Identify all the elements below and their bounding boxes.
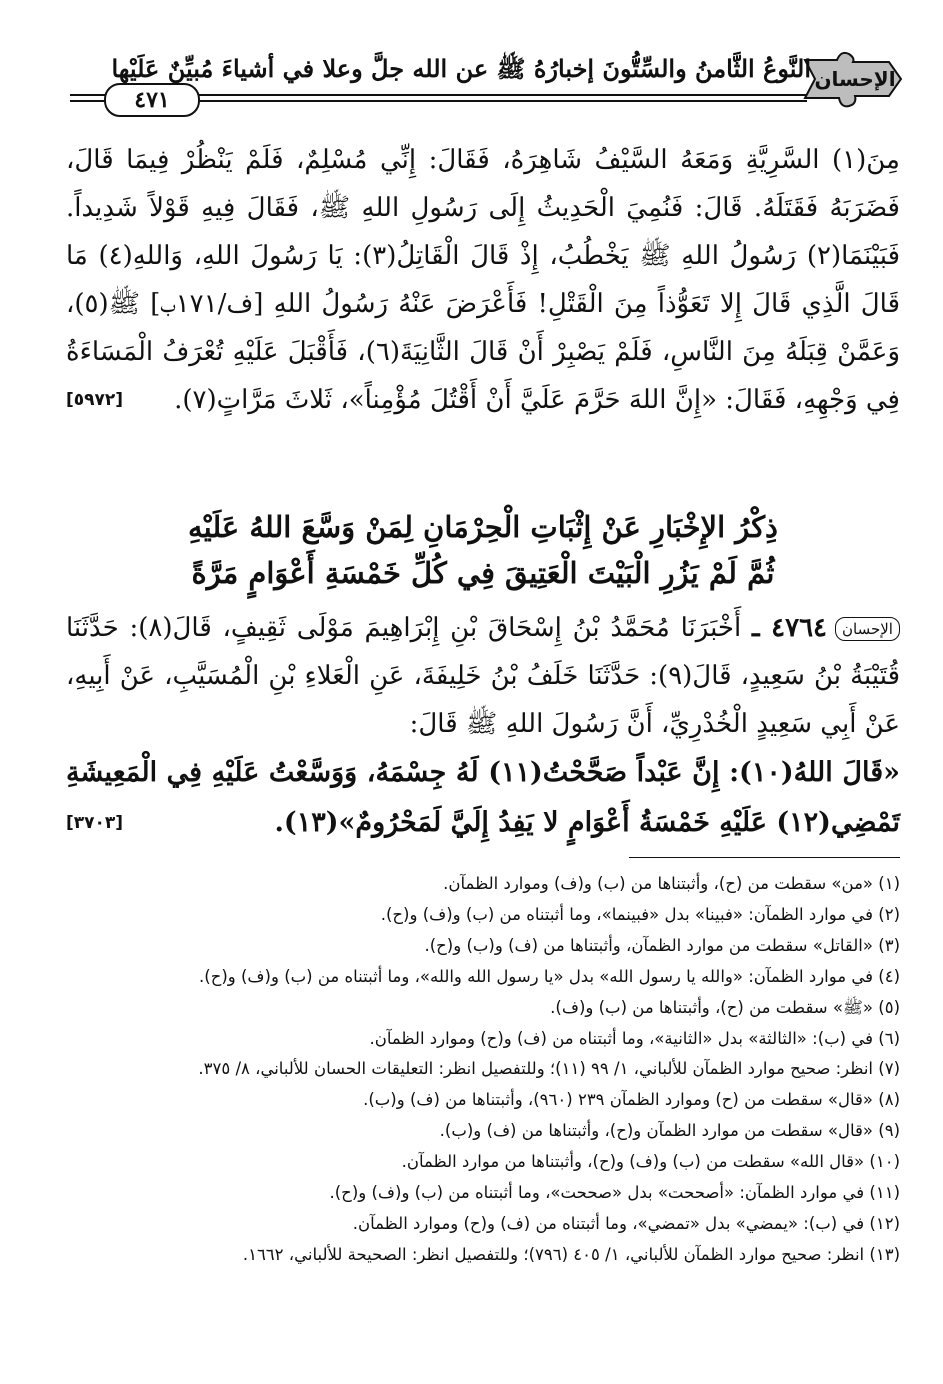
footnote: (١١) في موارد الظمآن: «أصححت» بدل «صححت»، وما أثبتناه من (ب) و(ف) و(ح). [329,1183,900,1202]
reference-number: [٣٧٠٣] [66,813,124,833]
footnote: (١٣) انظر: صحيح موارد الظمآن للألباني، ١/ ٤٠٥ (٧٩٦)؛ وللتفصيل انظر: الصحيحة للألباني، ١٦٦٢. [242,1245,900,1264]
emblem-text: الإحسان [814,67,896,91]
page-header [70,48,915,118]
hadith-block [66,604,900,848]
footnote: (١٠) «قال الله» سقطت من (ب) و(ف) و(ح)، وأثبتناها من موارد الظمآن. [401,1152,900,1171]
hadith-isnad-paragraph [66,604,900,748]
footnote: (١) «من» سقطت من (ح)، وأثبتناها من (ب) و(ف) وموارد الظمآن. [443,874,900,893]
footnote: (٤) في موارد الظمآن: «والله يا رسول الله» بدل «يا رسول الله والله»، وما أثبتناه من (ب) و(ف) و(ح). [199,967,900,986]
page-title: النَّوعُ الثَّامنُ والسِّتُّونَ إخبارُهُ ﷺ عن الله جلَّ وعلا في أشياءَ مُبيِّنٌ عَلَيْها [111,54,811,83]
footnote: (٢) في موارد الظمآن: «فبينا» بدل «فبينما»، وما أثبتناه من (ب) و(ف) و(ح). [380,905,900,924]
hadith-number: ٤٧٦٤ ـ [751,613,828,643]
hadith-isnad: أَخْبَرَنَا مُحَمَّدُ بْنُ إِسْحَاقَ بْنِ إِبْرَاهِيمَ مَوْلَى ثَقِيفٍ، قَالَ(٨): حَدَّثَنَا قُتَيْبَةُ بْنُ سَعِيدٍ، قَالَ(٩): حَدَّثَنَا خَلَفُ بْنُ خَلِيفَةَ، عَنِ الْعَلاءِ بْنِ الْمُسَيَّبِ، عَنْ أَبِيهِ، عَنْ أَبِي سَعِيدٍ الْخُدْرِيِّ، أَنَّ رَسُولَ اللهِ ﷺ قَالَ: [66,613,901,739]
main-paragraph [66,136,900,424]
footnote: (٦) في (ب): «الثالثة» بدل «الثانية»، وما أثبتناه من (ف) و(ح) وموارد الظمآن. [369,1029,900,1048]
puzzle-emblem-icon [797,48,915,110]
footnote: (٧) انظر: صحيح موارد الظمآن للألباني، ١/ ٩٩ (١١)؛ وللتفصيل انظر: التعليقات الحسان للألباني، ٨/ ٣٧٥. [198,1059,900,1078]
heading-line: ذِكْرُ الإِخْبَارِ عَنْ إِثْبَاتِ الْحِرْمَانِ لِمَنْ وَسَّعَ اللهُ عَلَيْهِ [188,510,778,544]
hadith-text: «قَالَ اللهُ(١٠): إِنَّ عَبْداً صَحَّحْتُ(١١) لَهُ جِسْمَهُ، وَوَسَّعْتُ عَلَيْهِ فِي الْمَعِيشَةِ تَمْضِي(١٢) عَلَيْهِ خَمْسَةُ أَعْوَامٍ لا يَفِدُ إِلَيَّ لَمَحْرُومٌ»(١٣). [66,757,900,838]
paragraph-text: مِنَ(١) السَّرِيَّةِ وَمَعَهُ السَّيْفُ شَاهِرَهُ، فَقَالَ: إِنِّي مُسْلِمٌ، فَلَمْ يَنْظُرْ فِيمَا قَالَ، فَضَرَبَهُ فَقَتَلَهُ. قَالَ: فَنُمِيَ الْحَدِيثُ إِلَى رَسُولِ اللهِ ﷺ، فَقَالَ فِيهِ قَوْلاً شَدِيداً. فَبَيْنَمَا(٢) رَسُولُ اللهِ ﷺ يَخْطُبُ، إِذْ قَالَ الْقَاتِلُ(٣): يَا رَسُولَ اللهِ، وَاللهِ(٤) مَا قَالَ الَّذِي قَالَ إِلا تَعَوُّذاً مِنَ الْقَتْلِ! فَأَعْرَضَ عَنْهُ رَسُولُ اللهِ [ف/١٧١ب] ﷺ(٥)، وَعَمَّنْ قِبَلَهُ مِنَ النَّاسِ، فَلَمْ يَصْبِرْ أَنْ قَالَ الثَّانِيَةَ(٦)، فَأَقْبَلَ عَلَيْهِ تُعْرَفُ الْمَسَاءَةُ فِي وَجْهِهِ، فَقَالَ: «إِنَّ اللهَ حَرَّمَ عَلَيَّ أَنْ أَقْتُلَ مُؤْمِناً»، ثَلاثَ مَرَّاتٍ(٧). [66,145,901,415]
footnote: (٩) «قال» سقطت من موارد الظمآن و(ح)، وأثبتناها من (ف) و(ب). [439,1121,900,1140]
footnote: (١٢) في (ب): «يمضي» بدل «تمضي»، وما أثبتناه من (ف) و(ح) وموارد الظمآن. [352,1214,900,1233]
footnotes [66,868,900,1270]
hadith-badge-icon: الإحسان [835,617,900,641]
footnote: (٨) «قال» سقطت من (ح) وموارد الظمآن ٢٣٩ (٩٦٠)، وأثبتناها من (ف) و(ب). [363,1090,900,1109]
page-number: ٤٧١ [104,83,200,117]
footnote: (٥) «ﷺ» سقطت من (ح)، وأثبتناها من (ب) و(ف). [550,998,900,1017]
footnote-divider [629,857,900,858]
reference-number: [٥٩٧٢] [66,390,124,410]
heading-line: ثُمَّ لَمْ يَزُرِ الْبَيْتَ الْعَتِيقَ فِي كُلِّ خَمْسَةِ أَعْوَامٍ مَرَّةً [191,556,775,590]
hadith-text-paragraph [66,748,900,848]
main-paragraph-block [66,136,900,424]
footnote: (٣) «القاتل» سقطت من موارد الظمآن، وأثبتناها من (ف) و(ب) و(ح). [424,936,900,955]
section-heading [66,504,900,596]
